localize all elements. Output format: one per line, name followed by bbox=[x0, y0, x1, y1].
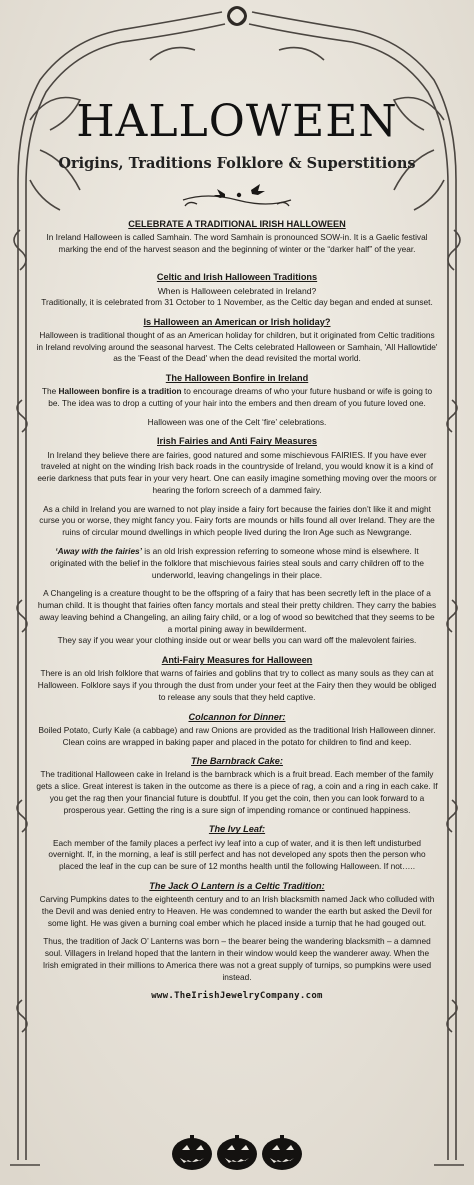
paragraph-changeling: A Changeling is a creature thought to be the offspring of a fairy that has been secretly left in the place of a human child. It is thought that fairies often fancy mortals and steal their pretty children. They carry the babies away leaving behind a Changeling, an ailing fairy child, or a log of wood so bewitched that they seems to be a mortal pining away in bewilderment. bbox=[37, 588, 437, 634]
section-heading-american-or-irish: Is Halloween an American or Irish holiday? bbox=[143, 316, 331, 327]
expression-rest: is an old Irish expression referring to someone whose mind is elsewhere. It originated with the belief in the folklore that mischievous fairies steal souls and carry children off to the underworld, leaving changelings in their place. bbox=[50, 546, 424, 580]
paragraph-jack-tradition: Thus, the tradition of Jack O’ Lanterns was born – the bearer being the wandering blacksmith – a damned soul. Villagers in Ireland hoped that the lantern in their window would keep the wanderer away. When the Irish emigrated in their millions to America there was not a great supply of turnips, so pumpkins were used instead. bbox=[42, 936, 432, 982]
paragraph-colcannon: Boiled Potato, Curly Kale (a cabbage) and raw Onions are provided as the traditional Irish Halloween dinner. Clean coins are wrapped in baking paper and placed in the potato for children to find and keep. bbox=[38, 724, 436, 747]
page-title: HALLOWEEN bbox=[76, 96, 398, 147]
paragraph-fairy-forts: As a child in Ireland you are warned to not play inside a fairy fort because the fairies don’t like it and might curse you or worse, they might fancy you. Fairy forts are mounds or hills found all over Ireland. They are the ruins of circular mound dwellings in which people lived during the Iron Age such as Newgrange. bbox=[39, 503, 435, 538]
paragraph-samhain: In Ireland Halloween is called Samhain. The word Samhain is pronounced SOW-in. It is a Gaelic festival marking the end of the harvest season and the beginning of winter or the “darker half” of the year. bbox=[46, 232, 428, 254]
section-heading-traditions: Celtic and Irish Halloween Traditions bbox=[156, 271, 318, 282]
bats-scroll-icon bbox=[177, 182, 297, 210]
section-heading-ivy-leaf: The Ivy Leaf: bbox=[208, 824, 266, 835]
section-subheading-when: When is Halloween celebrated in Ireland? bbox=[157, 285, 317, 296]
paragraph-ivy-leaf: Each member of the family places a perfect ivy leaf into a cup of water, and it is then left undisturbed overnight. If, in the morning, a leaf is still perfect and has not developed any spots then the person who placed the leaf in the cup can be sure of 12 months health until the following Halloween. If not….. bbox=[48, 837, 426, 872]
section-heading-jack-o-lantern: The Jack O Lantern is a Celtic Tradition: bbox=[149, 880, 325, 891]
paragraph-away-with-fairies bbox=[36, 546, 438, 581]
bonfire-post: to encourage dreams of who your future husband or wife is going to be. The idea was to drop a cutting of your hair into the embers and then dream of you future loved one. bbox=[48, 386, 433, 408]
bonfire-bold: Halloween bonfire is a tradition bbox=[58, 386, 182, 397]
paragraph-fire-celebrations: Halloween was one of the Celt ‘fire’ celebrations. bbox=[147, 416, 327, 427]
paragraph-when: Traditionally, it is celebrated from 31 October to 1 November, as the Celtic day began and ended at sunset. bbox=[41, 296, 433, 307]
paragraph-ward-off: They say if you wear your clothing inside out or wear bells you can ward off the malevolent fairies. bbox=[57, 635, 417, 646]
paragraph-fairies: In Ireland they believe there are fairies, good natured and some mischievous FAIRIES. If you have ever traveled at night on the winding Irish back roads in the countryside of Ireland, you would know it is a kind of eerie darkness that puts fear in your very heart. One can easily imagine something moving over the moors or hearing the forlorn screech of a dammed fairy. bbox=[37, 449, 437, 495]
paragraph-bonfire bbox=[36, 386, 438, 410]
expression-lead: ‘Away with the fairies’ bbox=[55, 546, 142, 557]
section-heading-celebrate: CELEBRATE A TRADITIONAL IRISH HALLOWEEN bbox=[128, 219, 346, 229]
paragraph-jack: Carving Pumpkins dates to the eighteenth century and to an Irish blacksmith named Jack who colluded with the Devil and was denied entry to Heaven. He was condemned to wander the earth but asked the Devil for some light. He was given a burning coal ember which he placed inside a turnip that he had gouged out. bbox=[39, 893, 435, 928]
section-heading-barnbrack: The Barnbrack Cake: bbox=[191, 756, 283, 767]
page-subtitle: Origins, Traditions Folklore & Superstitions bbox=[58, 155, 416, 172]
paragraph-origins: Halloween is traditional thought of as an American holiday for children, but it originated from Celtic traditions in Ireland revolving around the seasonal harvest. The Celts celebrated Halloween or Samhain, 'All Hallowtide' as the 'Feast of the Dead' when the dead revisited the mortal world. bbox=[36, 329, 438, 364]
paragraph-anti-fairy: There is an old Irish folklore that warns of fairies and goblins that try to collect as many souls as they can at Halloween. Folklore says if you through the dust from under your feet at the Fairy then they would be obliged to release any souls that they held captive. bbox=[37, 668, 437, 702]
jack-o-lantern-icon bbox=[170, 1130, 304, 1172]
section-heading-bonfire: The Halloween Bonfire in Ireland bbox=[165, 373, 309, 384]
section-heading-colcannon: Colcannon for Dinner: bbox=[188, 711, 286, 722]
paragraph-barnbrack: The traditional Halloween cake in Ireland is the barnbrack which is a fruit bread. Each member of the family gets a slice. Great interest is taken in the outcome as there is a piece of rag, a coin and a ring in each cake. If you get the rag then your financial future is doubtful. If you get the coin, then you can look forward to a prosperous year. Getting the ring is a sure sign of impending romance or continued happiness. bbox=[36, 769, 438, 815]
website-link[interactable]: www.TheIrishJewelryCompany.com bbox=[151, 991, 323, 1002]
article-body bbox=[36, 218, 438, 1003]
section-heading-anti-fairy: Anti-Fairy Measures for Halloween bbox=[161, 655, 313, 666]
bonfire-pre: The bbox=[41, 386, 59, 397]
section-heading-fairies: Irish Fairies and Anti Fairy Measures bbox=[157, 436, 317, 447]
